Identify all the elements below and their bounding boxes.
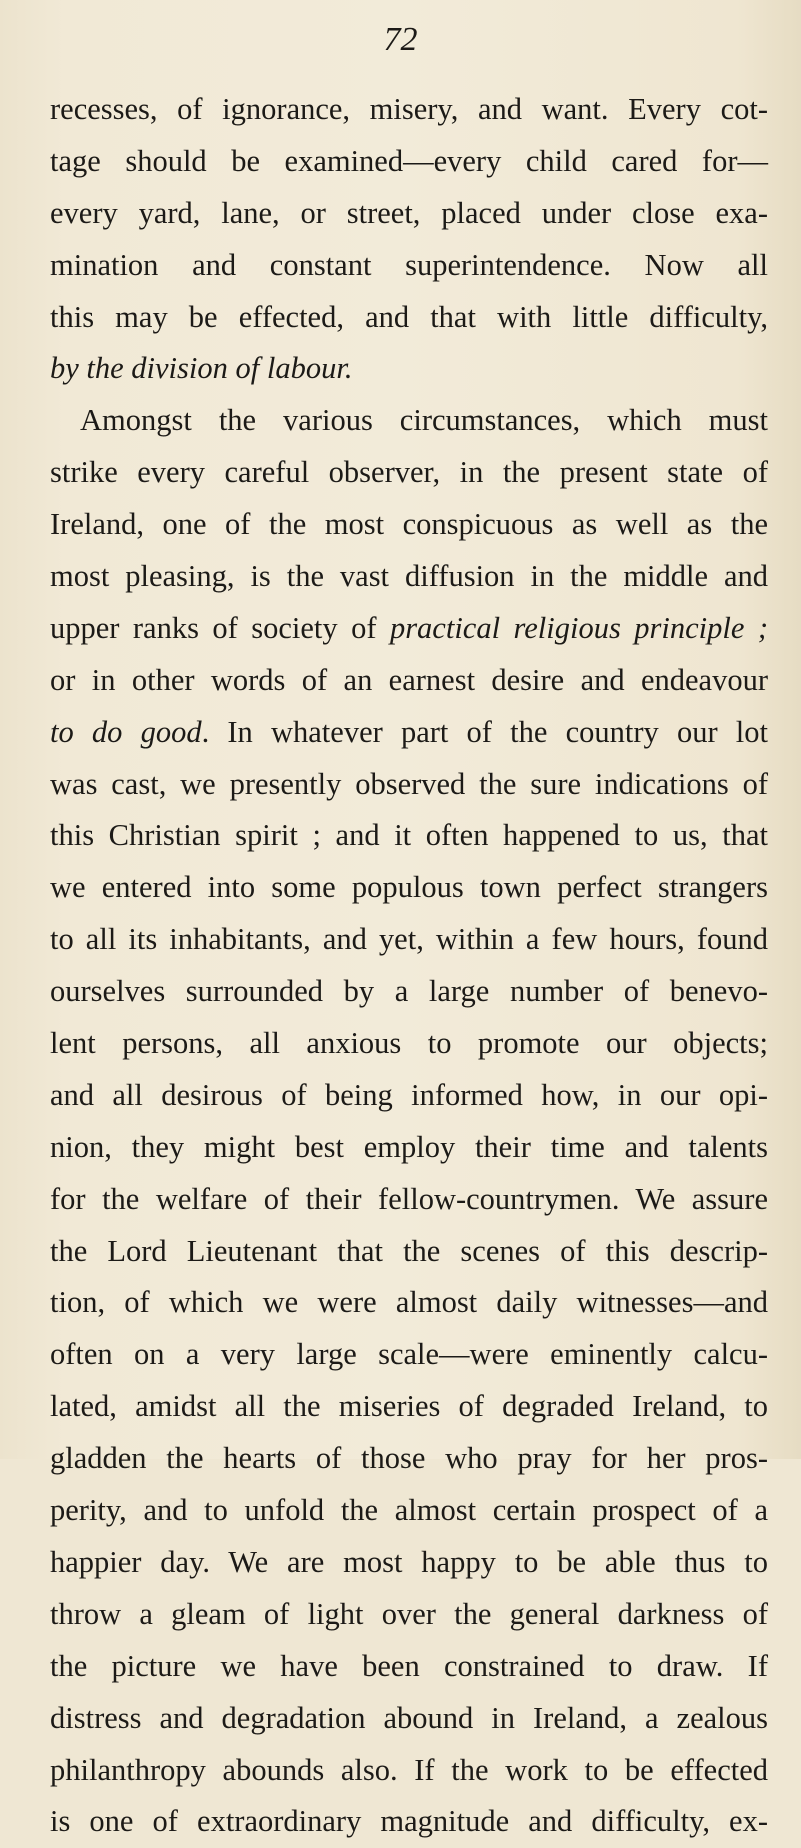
text-line: gladden the hearts of those who pray for her pros-	[50, 1441, 768, 1476]
text-line: this Christian spirit ; and it often happened to us, that	[50, 818, 768, 853]
text-line: Ireland, one of the most conspicuous as well as the	[50, 507, 768, 542]
text-line: tion, of which we were almost daily witnesses—and	[50, 1285, 768, 1320]
text-line: is one of extraordinary magnitude and difficulty, ex-	[50, 1804, 768, 1839]
text-line: and all desirous of being informed how, in our opi-	[50, 1077, 768, 1112]
text-line: upper ranks of society of practical religious principle ;	[50, 610, 768, 645]
text-line: perity, and to unfold the almost certain prospect of a	[50, 1493, 768, 1528]
text-line: nion, they might best employ their time and talents	[50, 1129, 768, 1164]
page-number: 72	[383, 21, 418, 58]
text-line: by the division of labour.	[50, 351, 353, 386]
text-line: ourselves surrounded by a large number of benevo-	[50, 974, 768, 1009]
body-text	[50, 84, 768, 1848]
text-line: most pleasing, is the vast diffusion in the middle and	[50, 559, 768, 594]
text-line: the picture we have been constrained to draw. If	[50, 1648, 768, 1683]
text-line: throw a gleam of light over the general darkness of	[50, 1596, 768, 1631]
text-line: distress and degradation abound in Ireland, a zealous	[50, 1700, 768, 1735]
text-line: this may be effected, and that with little difficulty,	[50, 299, 768, 334]
text-line: to do good. In whatever part of the country our lot	[50, 714, 768, 749]
text-line: to all its inhabitants, and yet, within a few hours, found	[50, 922, 768, 957]
text-line: philanthropy abounds also. If the work to be effected	[50, 1752, 768, 1787]
text-line: recesses, of ignorance, misery, and want. Every cot-	[50, 92, 768, 126]
text-line: lent persons, all anxious to promote our objects;	[50, 1026, 768, 1061]
text-line: mination and constant superintendence. Now all	[50, 247, 768, 282]
text-line: every yard, lane, or street, placed under close exa-	[50, 195, 768, 230]
text-line: or in other words of an earnest desire and endeavour	[50, 662, 768, 697]
text-line: for the welfare of their fellow-countrymen. We assure	[50, 1181, 768, 1216]
italic-phrase: practical religious principle	[389, 610, 745, 645]
text-line: the Lord Lieutenant that the scenes of this descrip-	[50, 1233, 768, 1268]
italic-phrase: to do good	[50, 714, 202, 749]
text-line: was cast, we presently observed the sure indications of	[50, 766, 768, 801]
text-line: strike every careful observer, in the present state of	[50, 455, 768, 490]
text-line: often on a very large scale—were eminently calcu-	[50, 1337, 768, 1372]
italic-phrase: by the division of labour	[50, 351, 345, 386]
text-line: lated, amidst all the miseries of degraded Ireland, to	[50, 1389, 768, 1424]
text-line: tage should be examined—every child cared for—	[50, 143, 768, 178]
text-line: we entered into some populous town perfect strangers	[50, 870, 768, 905]
text-line: happier day. We are most happy to be able thus to	[50, 1544, 768, 1579]
text-line: Amongst the various circumstances, which must	[80, 403, 768, 438]
